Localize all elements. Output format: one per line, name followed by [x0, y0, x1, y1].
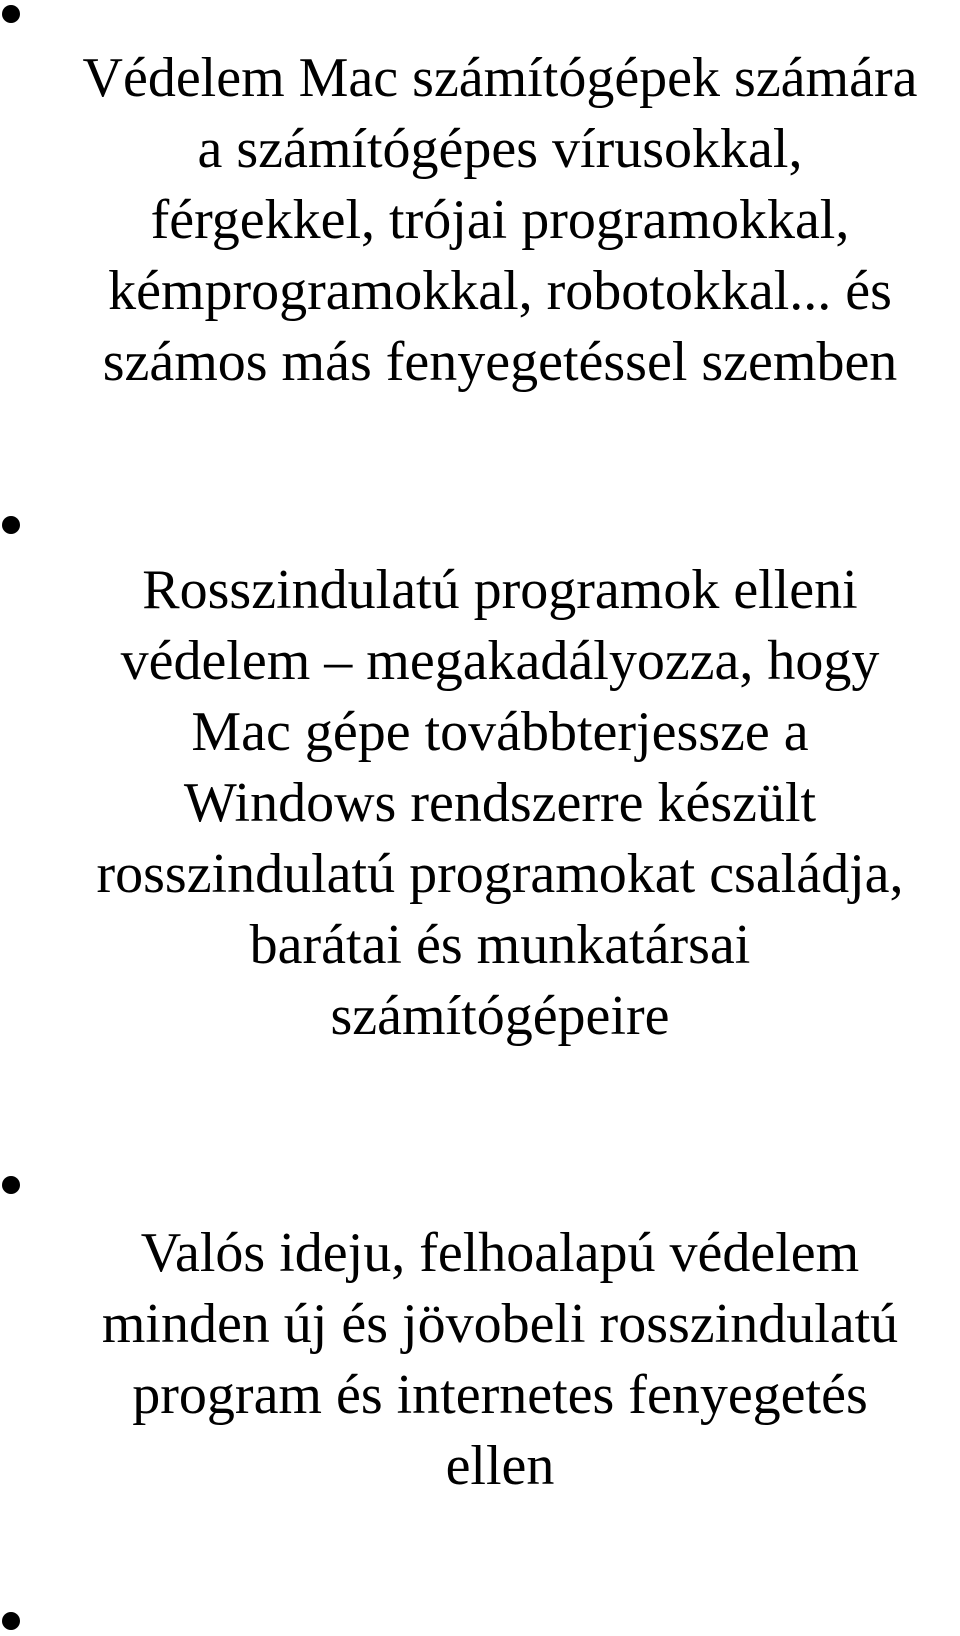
text-line: barátai és munkatársai	[249, 914, 751, 976]
text-line: Mac gépe továbbterjessze a	[191, 701, 809, 763]
text-line: Rosszindulatú programok elleni	[142, 559, 858, 621]
list-item-malware-protection	[40, 555, 960, 1052]
text-line: program és internetes fenyegetés	[132, 1364, 868, 1426]
bullet-3	[2, 1176, 20, 1194]
text-line: Valós ideju, felhoalapú védelem	[140, 1222, 860, 1284]
text-line: kémprogramokkal, robotokkal... és	[108, 260, 892, 322]
text-line: számos más fenyegetéssel szemben	[102, 331, 898, 393]
bullet-4	[2, 1612, 20, 1630]
text-line: ellen	[445, 1435, 555, 1497]
text-line: számítógépeire	[330, 985, 670, 1047]
text-line: Védelem Mac számítógépek számára	[82, 47, 918, 109]
list-item-realtime-protection	[40, 1218, 960, 1502]
text-line: a számítógépes vírusokkal,	[197, 118, 803, 180]
list-item-mac-protection	[40, 43, 960, 398]
text-line: rosszindulatú programokat családja,	[96, 843, 904, 905]
bullet-2	[2, 516, 20, 534]
text-line: védelem – megakadályozza, hogy	[120, 630, 880, 692]
text-line: férgekkel, trójai programokkal,	[150, 189, 850, 251]
text-line: minden új és jövobeli rosszindulatú	[101, 1293, 899, 1355]
text-line: Windows rendszerre készült	[183, 772, 817, 834]
bullet-1	[2, 5, 20, 23]
